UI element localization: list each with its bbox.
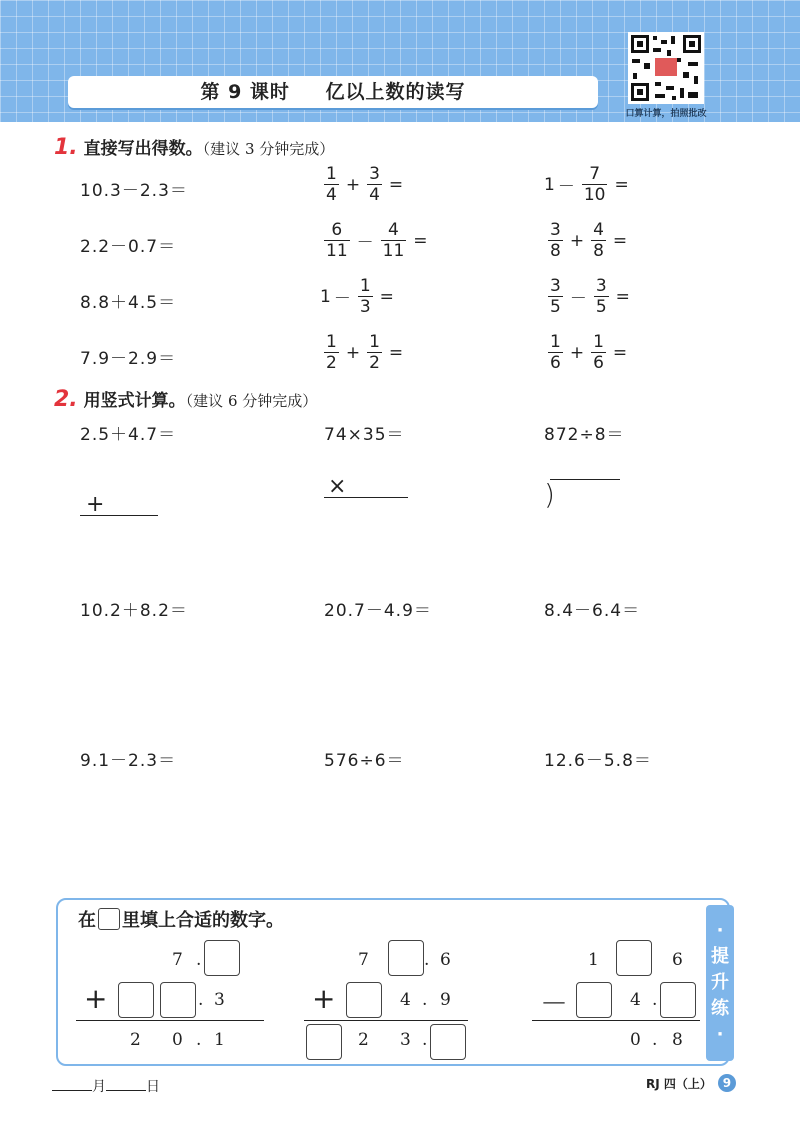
p2-mid-dot: .	[422, 990, 428, 1010]
p3-line	[532, 1020, 700, 1021]
p1-mid-dot: .	[198, 990, 204, 1010]
p2-top-digit-2: 6	[440, 950, 451, 970]
qr-caption: 口算计算，拍照批改	[625, 109, 707, 119]
book-label	[646, 1074, 736, 1092]
day-label: 日	[146, 1079, 160, 1095]
s2-r2c2: 20.7－4.9＝	[324, 601, 432, 621]
s1-r3c1: 8.8＋4.5＝	[80, 293, 177, 313]
s1-r1c1: 10.3－2.3＝	[80, 181, 188, 201]
p3-bottom-2: 8	[672, 1030, 683, 1050]
p1-bottom-2: 0	[172, 1030, 183, 1050]
s2-r1c3: 872÷8＝	[544, 425, 625, 445]
p3-bottom-1: 0	[630, 1030, 641, 1050]
qr-code-icon[interactable]	[628, 32, 704, 104]
p3-blank-top[interactable]	[616, 940, 652, 976]
section2-text: 用竖式计算。	[83, 391, 186, 411]
s1-r3c2: 1 － $\frac{1}{3}$ =	[320, 276, 394, 317]
p2-top-digit: 7	[358, 950, 369, 970]
plus-sign: +	[86, 492, 105, 517]
section1-hint: （建议 3 分钟完成）	[202, 140, 335, 158]
s1-r1c3: 1 － $\frac{7}{10}$ =	[544, 164, 629, 205]
challenge-tab: · 提 升 练 ·	[706, 905, 734, 1061]
p1-bottom-4: 1	[214, 1030, 225, 1050]
p2-blank-bottom-2[interactable]	[430, 1024, 466, 1060]
p3-operator: －	[540, 987, 569, 1020]
p1-blank-mid-2[interactable]	[160, 982, 196, 1018]
p3-blank-mid-2[interactable]	[660, 982, 696, 1018]
p1-blank-mid-1[interactable]	[118, 982, 154, 1018]
s2-r1c2: 74×35＝	[324, 425, 405, 445]
p2-mid-1: 4	[400, 990, 411, 1010]
s1-r2c1: 2.2－0.7＝	[80, 237, 177, 257]
p1-blank-top[interactable]	[204, 940, 240, 976]
p3-mid-dot: .	[652, 990, 658, 1010]
p3-bottom-dot: .	[652, 1030, 658, 1050]
times-sign: ×	[328, 474, 347, 499]
p1-mid-digit: 3	[214, 990, 225, 1010]
section2-number: 2.	[54, 387, 78, 412]
page-number: 9	[718, 1074, 736, 1092]
p2-blank-bottom-1[interactable]	[306, 1024, 342, 1060]
p2-top-dot: .	[424, 950, 430, 970]
division-line	[550, 479, 620, 480]
s1-r2c2: $\frac{6}{11}$ － $\frac{4}{11}$ =	[326, 220, 428, 261]
p2-bottom-1: 2	[358, 1030, 369, 1050]
product-line	[324, 497, 408, 498]
s2-r3c2: 576÷6＝	[324, 751, 405, 771]
s2-r3c3: 12.6－5.8＝	[544, 751, 652, 771]
p3-blank-mid-1[interactable]	[576, 982, 612, 1018]
s1-r4c3: $\frac{1}{6}$ + $\frac{1}{6}$ =	[550, 332, 628, 373]
s2-r1c1: 2.5＋4.7＝	[80, 425, 177, 445]
p1-top-digit: 7	[172, 950, 183, 970]
s1-r2c3: $\frac{3}{8}$ + $\frac{4}{8}$ =	[550, 220, 628, 261]
sum-line	[80, 515, 158, 516]
p3-top-2: 6	[672, 950, 683, 970]
s2-r2c1: 10.2＋8.2＝	[80, 601, 188, 621]
p2-blank-top[interactable]	[388, 940, 424, 976]
p1-line	[76, 1020, 264, 1021]
lesson-title: 亿以上数的读写	[325, 81, 466, 103]
lesson-label: 第 9 课时	[200, 81, 290, 103]
p2-mid-2: 9	[440, 990, 451, 1010]
p1-bottom-3: .	[196, 1030, 202, 1050]
section2-hint: （建议 6 分钟完成）	[185, 392, 318, 410]
s1-r4c2: $\frac{1}{2}$ + $\frac{1}{2}$ =	[326, 332, 404, 373]
s1-r4c1: 7.9－2.9＝	[80, 349, 177, 369]
s1-r3c3: $\frac{3}{5}$ － $\frac{3}{5}$ =	[550, 276, 630, 317]
challenge-title: 在 里填上合适的数字。	[78, 910, 284, 931]
section1-text: 直接写出得数。	[83, 139, 203, 159]
division-bracket: )	[544, 478, 555, 511]
p2-bottom-2: 3	[400, 1030, 411, 1050]
section2-heading	[54, 386, 317, 412]
p3-top-1: 1	[588, 950, 599, 970]
p2-blank-mid[interactable]	[346, 982, 382, 1018]
section1-heading	[54, 134, 334, 160]
s2-r3c1: 9.1－2.3＝	[80, 751, 177, 771]
book-code: RJ 四（上）	[646, 1076, 712, 1091]
p2-line	[304, 1020, 468, 1021]
date-field[interactable]	[52, 1076, 160, 1096]
p2-bottom-dot: .	[422, 1030, 428, 1050]
box-icon	[98, 908, 120, 930]
s2-r2c3: 8.4－6.4＝	[544, 601, 641, 621]
page-title	[68, 76, 598, 108]
s1-r1c2: $\frac{1}{4}$ + $\frac{3}{4}$ =	[326, 164, 404, 205]
p3-mid-1: 4	[630, 990, 641, 1010]
p1-operator: +	[84, 982, 108, 1015]
section1-number: 1.	[54, 135, 78, 160]
p1-bottom-1: 2	[130, 1030, 141, 1050]
p2-operator: +	[312, 982, 336, 1015]
p1-top-dot: .	[196, 950, 202, 970]
month-label: 月	[92, 1079, 106, 1095]
